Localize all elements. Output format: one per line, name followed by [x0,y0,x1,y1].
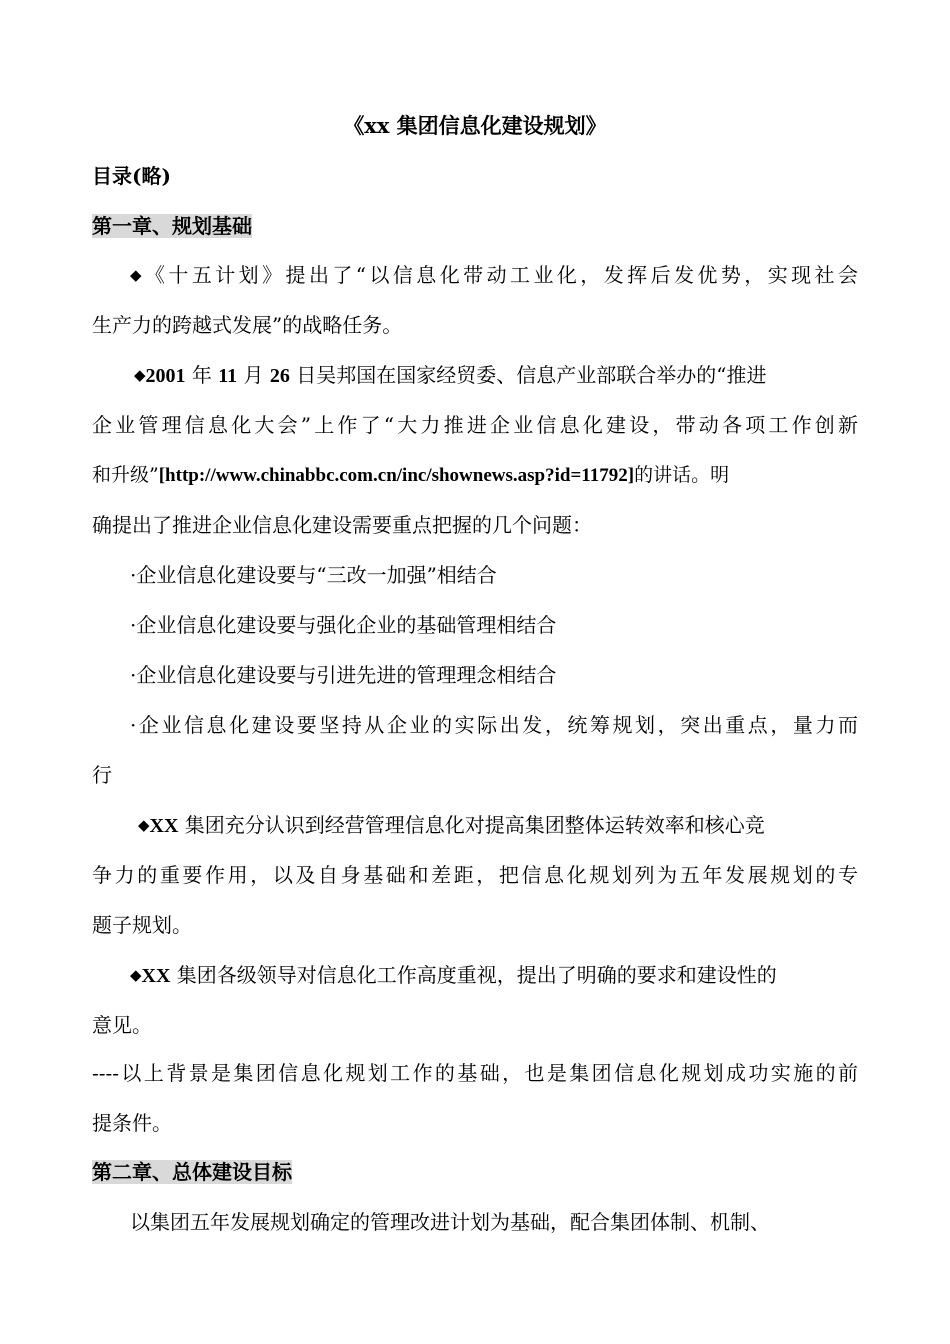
paragraph-3-line-3: 题子规划。 [92,913,192,937]
table-of-contents: 目录(略) [92,164,171,188]
paragraph-1-line-2: 生产力的跨越式发展”的战略任务。 [92,313,403,337]
diamond-bullet-icon: ◆ [138,816,150,834]
paragraph-2-line-2: 企业管理信息化大会”上作了“大力推进企业信息化建设，带动各项工作创新 [92,413,858,437]
diamond-bullet-icon: ◆ [130,266,145,284]
chapter-1-heading [92,212,858,240]
chapter-1-heading-text: 第一章、规划基础 [92,214,252,238]
paragraph-3-line-1: ◆XX 集团充分认识到经营管理信息化对提高集团整体运转效率和核心竞 [138,813,765,837]
paragraph-4-line-1: ◆XX 集团各级领导对信息化工作高度重视，提出了明确的要求和建设性的 [130,963,777,987]
chapter-2-heading-text: 第二章、总体建设目标 [92,1160,292,1184]
diamond-bullet-icon: ◆ [134,366,146,384]
paragraph-2-line-4: 确提出了推进企业信息化建设需要重点把握的几个问题： [92,513,592,537]
chapter-2-paragraph-1-line-1: 以集团五年发展规划确定的管理改进计划为基础，配合集团体制、机制、 [130,1210,770,1234]
diamond-bullet-icon: ◆ [130,966,142,984]
point-item-3: ·企业信息化建设要与引进先进的管理理念相结合 [130,663,557,687]
paragraph-2-line-1: ◆2001 年 11 月 26 日吴邦国在国家经贸委、信息产业部联合举办的“推进 [134,363,767,387]
paragraph-1-line-1: ◆《十五计划》提出了“以信息化带动工业化，发挥后发优势，实现社会 [130,263,858,287]
point-item-1: ·企业信息化建设要与“三改一加强”相结合 [130,563,497,587]
point-item-4-line-1: ·企业信息化建设要坚持从企业的实际出发，统筹规划，突出重点，量力而 [130,713,858,737]
conclusion-line-1: ----以上背景是集团信息化规划工作的基础，也是集团信息化规划成功实施的前 [92,1061,858,1085]
paragraph-3-line-2: 争力的重要作用，以及自身基础和差距，把信息化规划列为五年发展规划的专 [92,863,858,887]
source-link[interactable]: [http://www.chinabbc.com.cn/inc/shownews.asp?id=11792] [158,465,635,486]
paragraph-2-line-3: 和升级”[http://www.chinabbc.com.cn/inc/shownews.asp?id=11792]的讲话。明 [92,464,730,486]
conclusion-line-2: 提条件。 [92,1111,172,1135]
document-title: 《xx 集团信息化建设规划》 [343,113,607,138]
point-item-2: ·企业信息化建设要与强化企业的基础管理相结合 [130,613,557,637]
paragraph-4-line-2: 意见。 [92,1013,152,1037]
chapter-2-heading [92,1158,858,1186]
point-item-4-line-2: 行 [92,763,112,787]
